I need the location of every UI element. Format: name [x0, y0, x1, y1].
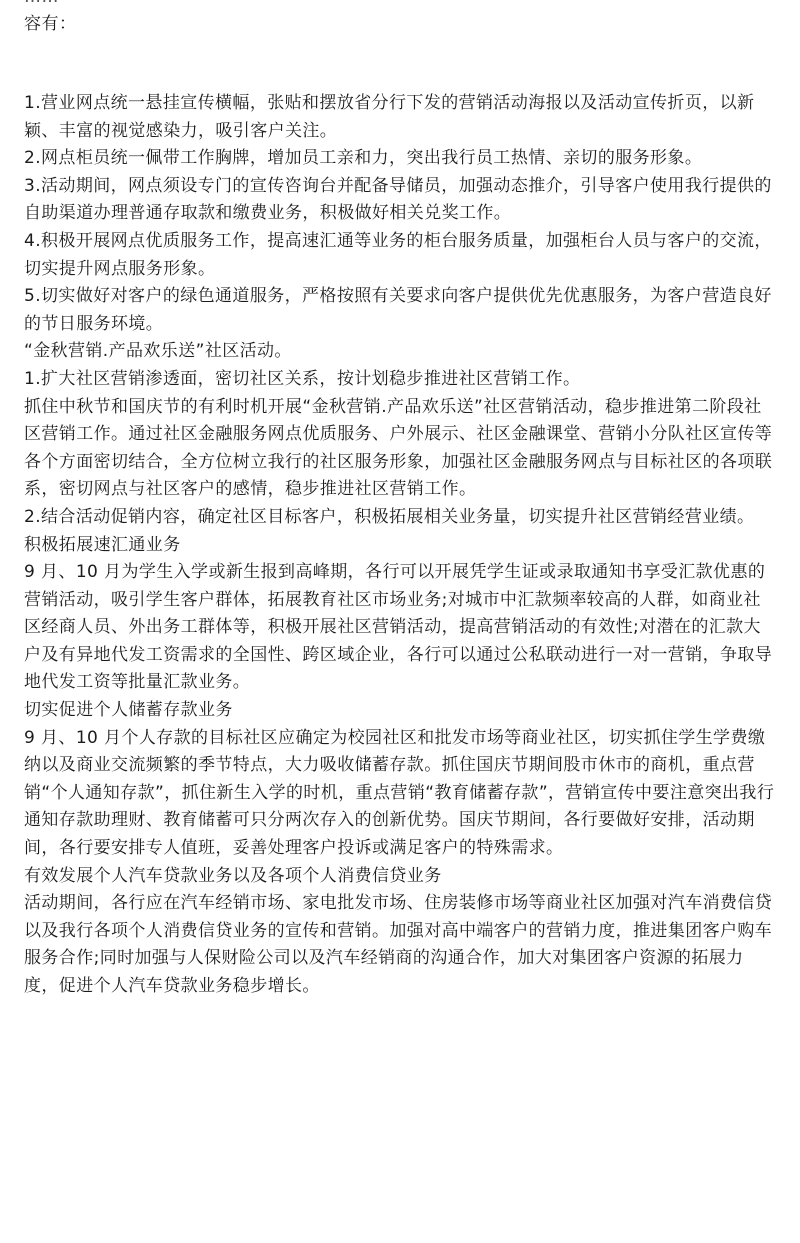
paragraph: 1.扩大社区营销渗透面，密切社区关系，按计划稳步推进社区营销工作。 [24, 368, 581, 389]
section-heading: 有效发展个人汽车贷款业务以及各项个人消费信贷业务 [24, 865, 442, 886]
paragraph: 9 月、10 月为学生入学或新生报到高峰期，各行可以开展凭学生证或录取通知书享受汇款优惠的营销活动，吸引学生客户群体，拓展教育社区市场业务;对城市中汇款频率较高的人群，如商业社区经商人员、外出务工群体等，积极开展社区营销活动，提高营销活动的有效性;对潜在的汇款大户及有异地代发工资需求的全国性、跨区域企业，各行可以通过公私联动进行一对一营销，争取导地代发工资等批量汇款业务。 [24, 562, 773, 693]
intro-partial-line [24, 0, 778, 11]
paragraph: 2.网点柜员统一佩带工作胸牌，增加员工亲和力，突出我行员工热情、亲切的服务形象。 [24, 148, 703, 169]
paragraph: 抓住中秋节和国庆节的有利时机开展“金秋营销.产品欢乐送”社区营销活动，稳步推进第二阶段社区营销工作。通过社区金融服务网点优质服务、户外展示、社区金融课堂、营销小分队社区宣传等各个方面密切结合，全方位树立我行的社区服务形象，加强社区金融服务网点与目标社区的各项联系，密切网点与社区客户的感情，稳步推进社区营销工作。 [24, 396, 773, 500]
paragraph: 3.活动期间，网点须设专门的宣传咨询台并配备导储员，加强动态推介，引导客户使用我行提供的自助渠道办理普通存取款和缴费业务，积极做好相关兑奖工作。 [24, 175, 772, 224]
section-heading: 切实促进个人储蓄存款业务 [24, 700, 233, 721]
paragraph: 2.结合活动促销内容，确定社区目标客户，积极拓展相关业务量，切实提升社区营销经营业绩。 [24, 506, 755, 527]
blank-gap [24, 38, 778, 90]
paragraph: 1.营业网点统一悬挂宣传横幅，张贴和摆放省分行下发的营销活动海报以及活动宣传折页，以新颖、丰富的视觉感染力，吸引客户关注。 [24, 93, 755, 141]
paragraph: 9 月、10 月个人存款的目标社区应确定为校园社区和批发市场等商业社区，切实抓住学生学费缴纳以及商业交流频繁的季节特点，大力吸收储蓄存款。抓住国庆节期间股市休市的商机，重点营销“个人通知存款”，抓住新生入学的时机，重点营销“教育储蓄存款”，营销宣传中要注意突出我行通知存款助理财、教育储蓄可只分两次存入的创新优势。国庆节期间，各行要做好安排，活动期间，各行要安排专人值班，妥善处理客户投诉或满足客户的特殊需求。 [24, 727, 775, 859]
paragraph: 5.切实做好对客户的绿色通道服务，严格按照有关要求向客户提供优先优惠服务，为客户营造良好的节日服务环境。 [24, 286, 772, 334]
paragraph: 4.积极开展网点优质服务工作，提高速汇通等业务的柜台服务质量，加强柜台人员与客户的交流，切实提升网点服务形象。 [24, 230, 772, 279]
intro-tail-line: 容有： [24, 14, 77, 34]
section-heading: 积极拓展速汇通业务 [24, 534, 181, 555]
paragraph: 活动期间，各行应在汽车经销市场、家电批发市场、住房装修市场等商业社区加强对汽车消费信贷以及我行各项个人消费信贷业务的宣传和营销。加强对高中端客户的营销力度，推进集团客户购车服务合作;同时加强与人保财险公司以及汽车经销商的沟通合作，加大对集团客户资源的拓展力度，促进个人汽车贷款业务稳步增长。 [24, 893, 773, 996]
section-heading: “金秋营销.产品欢乐送”社区活动。 [24, 341, 292, 362]
